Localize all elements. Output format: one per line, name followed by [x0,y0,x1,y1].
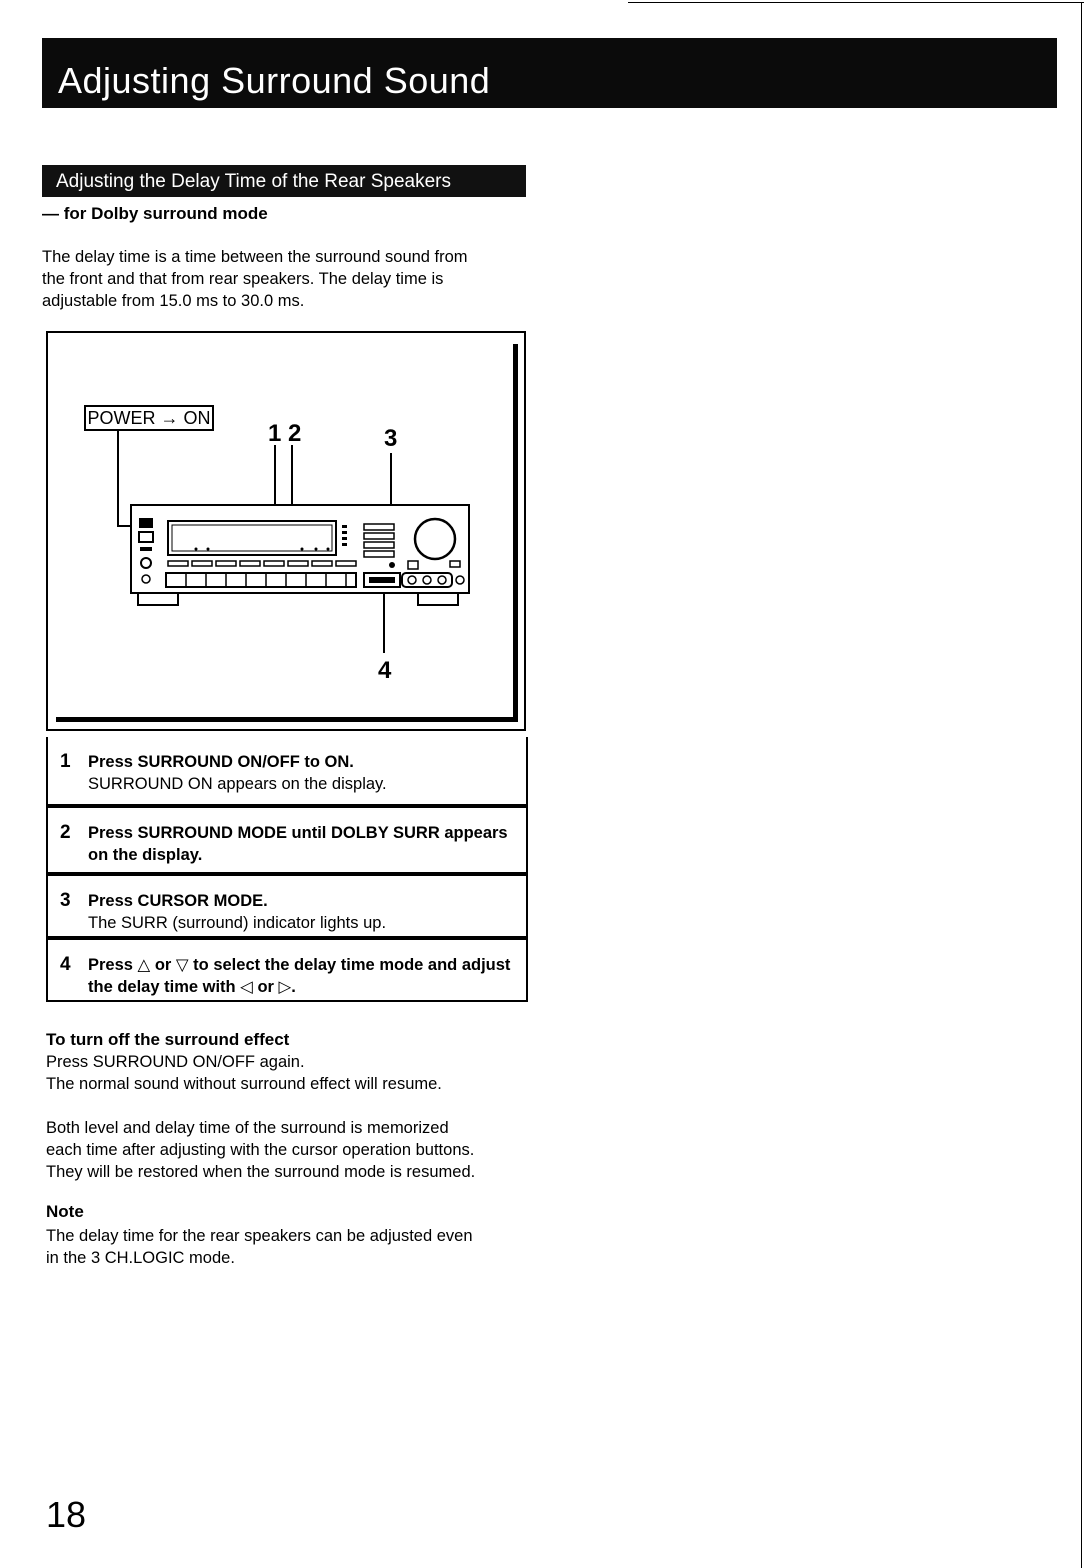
intro-line: adjustable from 15.0 ms to 30.0 ms. [42,292,305,310]
step-heading: Press SURROUND MODE until DOLBY SURR appears on the display. [88,824,508,864]
page-number: 18 [46,1494,87,1535]
mode-line: — for Dolby surround mode [42,204,268,223]
memory-paragraph [46,1117,536,1183]
memory-line: They will be restored when the surround mode is resumed. [46,1163,476,1181]
turn-off-line: The normal sound without surround effect will resume. [46,1075,442,1093]
intro-paragraph [42,246,532,312]
callout-4: 4 [378,657,392,684]
note-line: in the 3 CH.LOGIC mode. [46,1249,235,1267]
note-paragraph [46,1225,536,1269]
right-rule [1081,2,1082,1568]
note-heading: Note [46,1202,84,1221]
power-on-label: POWER → ON [84,405,214,431]
turn-off-heading: To turn off the surround effect [46,1030,290,1049]
step-4 [46,938,528,1002]
step-body: SURROUND ON appears on the display. [88,775,387,793]
callout-3: 3 [384,425,398,452]
step-1 [46,737,528,806]
turn-off-line: Press SURROUND ON/OFF again. [46,1053,305,1071]
callout-1-2: 1 2 [268,420,302,447]
section-heading-bar [42,165,526,197]
step-number: 3 [60,890,71,911]
section-heading: Adjusting the Delay Time of the Rear Speakers [56,171,451,192]
intro-line: the front and that from rear speakers. The delay time is [42,270,444,288]
turn-off-paragraph [46,1051,536,1095]
step-3 [46,874,528,938]
step-number: 2 [60,822,71,843]
note-line: The delay time for the rear speakers can be adjusted even [46,1227,473,1245]
step-heading: Press △ or ▽ to select the delay time mode and adjust the delay time with ◁ or ▷. [88,956,511,996]
page-title: Adjusting Surround Sound [58,60,491,101]
title-bar [42,38,1057,108]
step-heading: Press CURSOR MODE. [88,892,268,910]
step-number: 4 [60,954,71,975]
step-2 [46,806,528,874]
step-body: The SURR (surround) indicator lights up. [88,914,387,932]
memory-line: each time after adjusting with the cursor operation buttons. [46,1141,475,1159]
memory-line: Both level and delay time of the surround is memorized [46,1119,449,1137]
receiver-body [131,505,469,605]
top-rule [628,2,1084,3]
step-heading: Press SURROUND ON/OFF to ON. [88,753,354,771]
intro-line: The delay time is a time between the surround sound from [42,248,468,266]
receiver-illustration [46,331,526,731]
step-number: 1 [60,751,71,772]
